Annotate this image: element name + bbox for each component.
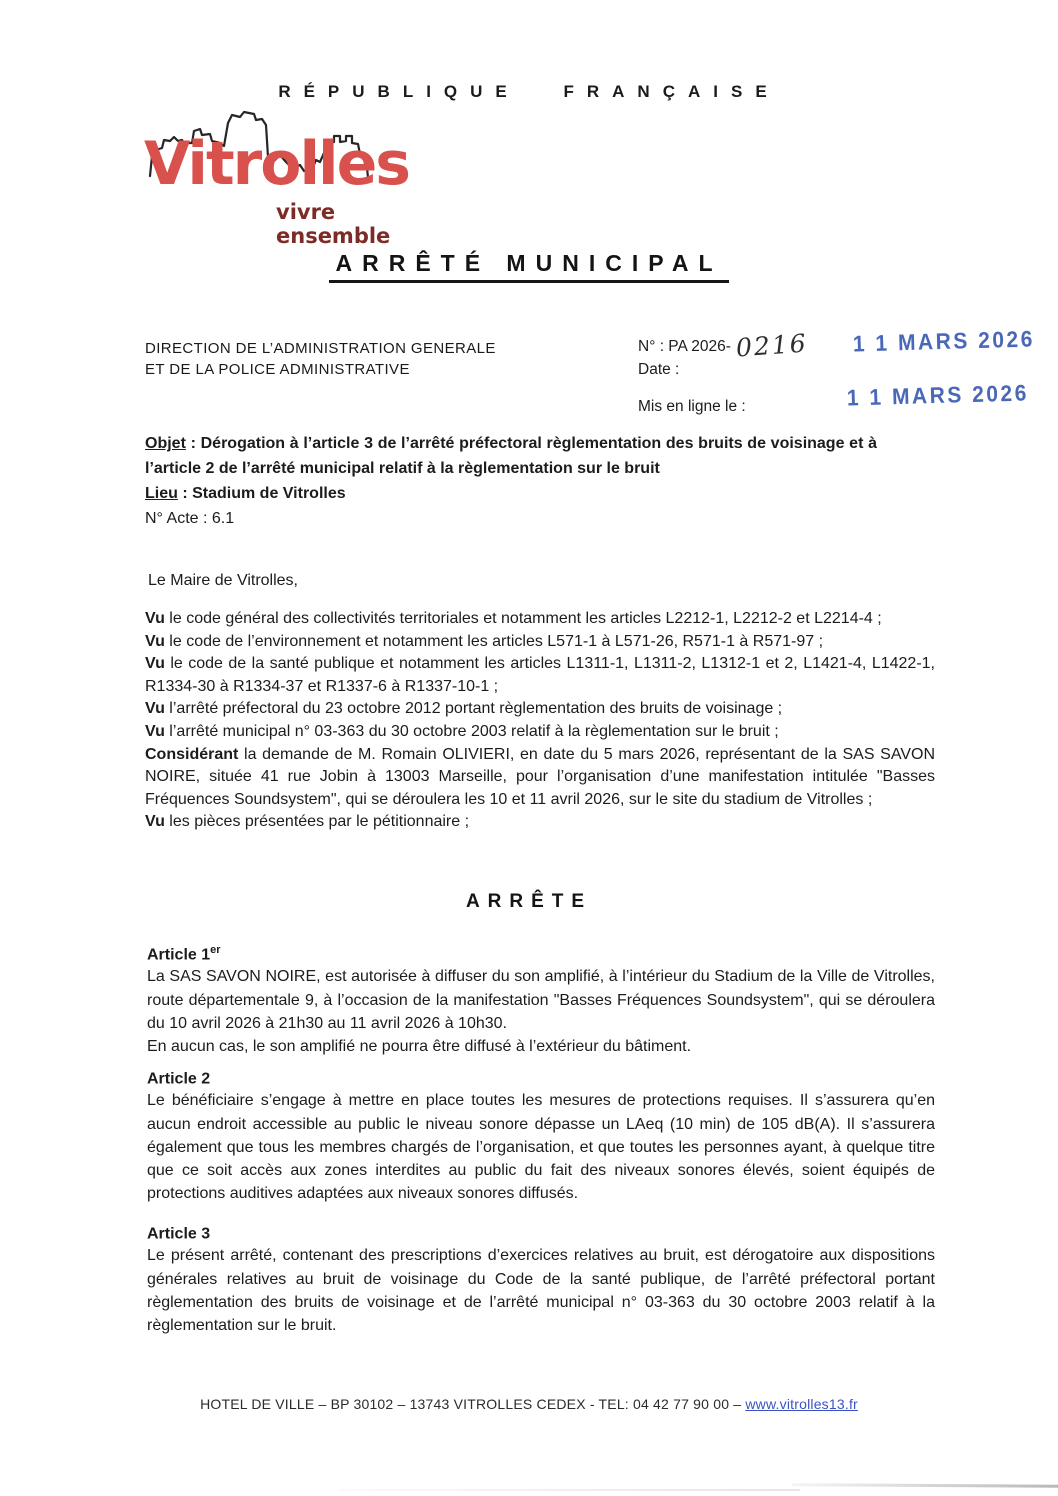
recital-vu-6: Vu les pièces présentées par le pétitionnaire ; xyxy=(145,813,470,831)
vitrolles-logo xyxy=(140,104,450,248)
direction-line-2: ET DE LA POLICE ADMINISTRATIVE xyxy=(145,361,410,378)
recitals-section xyxy=(145,608,935,834)
date-stamp-1: 1 1 MARS 2026 xyxy=(852,326,1036,357)
location-label: Lieu xyxy=(145,485,178,502)
footer-text: HOTEL DE VILLE – BP 30102 – 13743 VITROLLES CEDEX - TEL: 04 42 77 90 00 – xyxy=(200,1396,746,1412)
article-3-heading: Article 3 xyxy=(147,1225,211,1243)
article-3-paragraph-1: Le présent arrêté, contenant des prescriptions d’exercices relatives au bruit, est dérogatoire aux dispositions générales relatives au bruit de voisinage du Code de la santé publique, de l’arrêté préfectoral portant règlementation des bruits de voisinage et de l’arrêté municipal n° 03-363 du 30 octobre 2003 relatif à la règlementation sur le bruit. xyxy=(147,1247,935,1334)
logo-wordmark: Vitrolles xyxy=(144,129,409,199)
article-2-paragraph-1: Le bénéficiaire s’engage à mettre en place toutes les mesures de protections requises. Il s’assurera qu’en aucun endroit accessible au public le niveau sonore dépasse un LAeq (10 min) de 105 dB(A). Il s’assurera également que tous les membres chargés de l’organisation, et que toutes les personnes ayant, à quelque titre que ce soit accès aux zones interdites au public du fait des niveaux sonores élevés, soient équipés de protections auditives adaptées aux niveaux sonores diffusés. xyxy=(147,1092,935,1203)
subject-text: Dérogation à l’article 3 de l’arrêté préfectoral règlementation des bruits de voisinage et à l’article 2 de l’arrêté municipal relatif à la règlementation sur le bruit xyxy=(145,435,878,477)
issuing-direction xyxy=(145,338,496,380)
logo-tagline: vivre ensemble xyxy=(276,200,391,248)
arrete-heading: ARRÊTE xyxy=(465,891,593,912)
act-number-line: N° Acte : 6.1 xyxy=(145,510,235,527)
article-3 xyxy=(147,1223,935,1337)
footer-address xyxy=(0,1396,1058,1412)
footer-website-link[interactable]: www.vitrolles13.fr xyxy=(745,1396,858,1412)
salutation: Le Maire de Vitrolles, xyxy=(148,572,298,589)
recital-vu-4: Vu l’arrêté préfectoral du 23 octobre 2012 portant règlementation des bruits de voisinage ; xyxy=(145,700,783,718)
published-online-label: Mis en ligne le : xyxy=(638,398,746,415)
scan-artifact-line xyxy=(792,1483,1058,1488)
decree-number-handwritten: 0216 xyxy=(735,328,809,363)
date-stamp-2: 1 1 MARS 2026 xyxy=(846,380,1030,411)
location-value: Stadium de Vitrolles xyxy=(192,485,346,502)
direction-line-1: DIRECTION DE L’ADMINISTRATION GENERALE xyxy=(145,340,496,357)
subject-line: Objet : Dérogation à l’article 3 de l’arrêté préfectoral règlementation des bruits de voisinage et à l’article 2 de l’arrêté municipal relatif à la règlementation sur le bruit xyxy=(145,435,878,477)
article-1-heading: Article 1er xyxy=(147,944,221,964)
decree-number-block xyxy=(638,328,809,381)
act-number-label: N° Acte xyxy=(145,510,199,527)
recital-considerant: Considérant la demande de M. Romain OLIVIERI, en date du 5 mars 2026, représentant de la SAS SAVON NOIRE, située 41 rue Jobin à 13003 Marseille, pour l’organisation d’une manifestation intitulée "Basses Fréquences Soundsystem", qui se déroulera les 10 et 11 avril 2026, sur le site du stadium de Vitrolles ; xyxy=(145,745,935,808)
recital-vu-1: Vu le code général des collectivités territoriales et notamment les articles L2212-1, L2212-2 et L2214-4 ; xyxy=(145,610,882,627)
document-title: ARRÊTÉ MUNICIPAL xyxy=(0,250,1058,283)
article-2 xyxy=(147,1068,935,1205)
subject-label: Objet xyxy=(145,435,186,452)
location-line: Lieu : Stadium de Vitrolles xyxy=(145,485,346,502)
scan-artifact-line-faint xyxy=(340,1489,800,1491)
article-1-paragraph-2: En aucun cas, le son amplifié ne pourra être diffusé à l’extérieur du bâtiment. xyxy=(147,1037,692,1055)
article-2-heading: Article 2 xyxy=(147,1070,211,1088)
article-1-paragraph-1: La SAS SAVON NOIRE, est autorisée à diffuser du son amplifié, à l’intérieur du Stadium de la Ville de Vitrolles, route départementale 9, à l’occasion de la manifestation "Basses Fréquences Soundsystem", qui se déroulera du 10 avril 2026 à 21h30 au 11 avril 2026 à 10h30. xyxy=(147,968,935,1032)
recital-vu-5: Vu l’arrêté municipal n° 03-363 du 30 octobre 2003 relatif à la règlementation sur le bruit ; xyxy=(145,722,779,740)
article-1 xyxy=(147,944,935,1058)
recital-vu-3: Vu le code de la santé publique et notamment les articles L1311-1, L1311-2, L1312-1 et 2, L1421-4, L1422-1, R1334-30 à R1334-37 et R1337-6 à R1337-10-1 ; xyxy=(145,655,935,695)
act-number-value: 6.1 xyxy=(211,510,235,527)
recital-vu-2: Vu le code de l’environnement et notamment les articles L571-1 à L571-26, R571-1 à R571-97 ; xyxy=(145,632,824,650)
subject-block xyxy=(145,431,877,531)
date-label: Date : xyxy=(638,361,680,378)
decree-number-label: N° : PA 2026- xyxy=(638,338,731,355)
republique-francaise-heading: RÉPUBLIQUE FRANÇAISE xyxy=(278,82,780,101)
